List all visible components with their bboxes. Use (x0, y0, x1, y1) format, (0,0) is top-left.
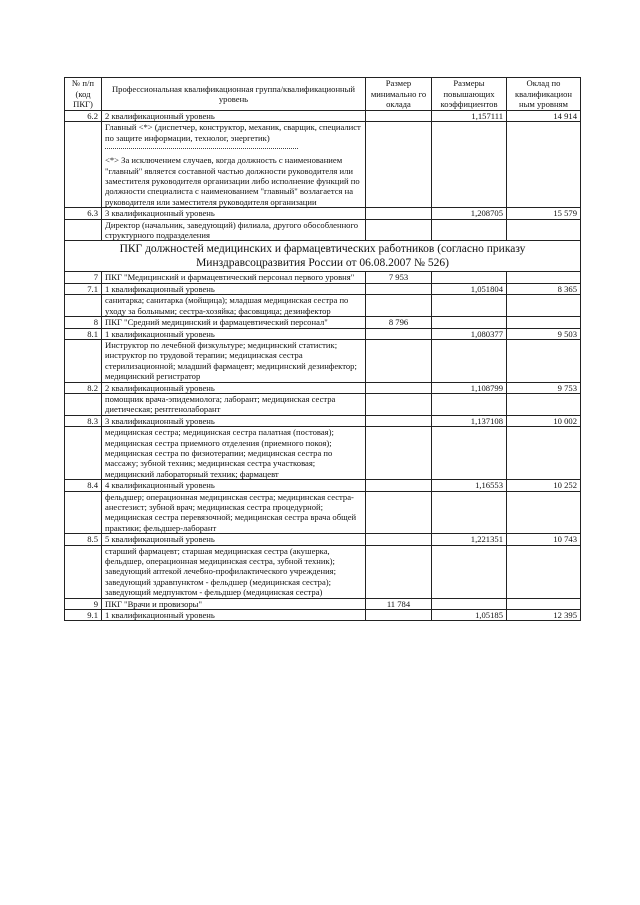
row-num: 8.4 (65, 480, 102, 491)
header-min-salary: Размер минимально го оклада (366, 78, 432, 111)
row-description: фельдшер; операционная медицинская сестра; медицинская сестра-анестезист; зубной врач; медицинская сестра процедурной; медицинская сестра перевязочной; медицинская сестра врача общей практики; фельдшер-лаборант (102, 491, 366, 534)
table-row (65, 111, 581, 122)
row-coefficient: 1,221351 (432, 534, 507, 545)
header-coefficients: Размеры повышающих коэффициентов (432, 78, 507, 111)
row-description: Директор (начальник, заведующий) филиала, другого обособленного структурного подразделения (102, 219, 366, 241)
row-salary: 15 579 (507, 208, 581, 219)
row-salary: 10 252 (507, 480, 581, 491)
footnote-separator (105, 148, 298, 149)
row-level: 2 квалификационный уровень (102, 382, 366, 393)
row-coefficient: 1,208705 (432, 208, 507, 219)
row-coefficient: 1,157111 (432, 111, 507, 122)
row-coefficient: 1,137108 (432, 415, 507, 426)
salary-table (64, 77, 581, 621)
row-level: 4 квалификационный уровень (102, 480, 366, 491)
row-level: 1 квалификационный уровень (102, 328, 366, 339)
table-row (65, 283, 581, 294)
row-min-salary: 11 784 (366, 598, 432, 609)
row-level: 3 квалификационный уровень (102, 208, 366, 219)
row-coefficient: 1,05185 (432, 610, 507, 621)
row-description: медицинская сестра; медицинская сестра палатная (постовая); медицинская сестра приемного отделения (приемного покоя); медицинская сестра по физиотерапии; медицинская сестра по массажу; зубной техник; медицинская сестра участковая; медицинский лабораторный техник; фармацевт (102, 427, 366, 480)
row-num: 6.3 (65, 208, 102, 219)
row-num: 9.1 (65, 610, 102, 621)
row-num: 8.5 (65, 534, 102, 545)
row-level: 5 квалификационный уровень (102, 534, 366, 545)
table-row (65, 598, 581, 609)
table-row (65, 427, 581, 480)
row-num: 8.2 (65, 382, 102, 393)
row-num: 9 (65, 598, 102, 609)
row-salary: 8 365 (507, 283, 581, 294)
row-num: 8.3 (65, 415, 102, 426)
row-salary: 12 395 (507, 610, 581, 621)
row-coefficient: 1,080377 (432, 328, 507, 339)
header-salary: Оклад по квалификацион ным уровням (507, 78, 581, 111)
table-row (65, 545, 581, 598)
row-level: 1 квалификационный уровень (102, 283, 366, 294)
row-salary: 9 503 (507, 328, 581, 339)
row-num: 6.2 (65, 111, 102, 122)
table-row (65, 610, 581, 621)
row-group: ПКГ "Врачи и провизоры" (102, 598, 366, 609)
table-row (65, 272, 581, 283)
section-title: ПКГ должностей медицинских и фармацевтических работников (согласно приказу Минздравсоцразвития России от 06.08.2007 № 526) (65, 241, 581, 272)
row-min-salary: 8 796 (366, 317, 432, 328)
row-num: 7 (65, 272, 102, 283)
row-level: 2 квалификационный уровень (102, 111, 366, 122)
row-num: 8 (65, 317, 102, 328)
row-level: 1 квалификационный уровень (102, 610, 366, 621)
table-row (65, 295, 581, 317)
table-row (65, 415, 581, 426)
table-row (65, 317, 581, 328)
row-description: Инструктор по лечебной физкультуре; медицинский статистик; инструктор по трудовой терапии; медицинская сестра стерилизационной; младший фармацевт; медицинский дезинфектор; медицинский регистратор (102, 339, 366, 382)
header-num: № п/п (код ПКГ) (65, 78, 102, 111)
row-num: 8.1 (65, 328, 102, 339)
table-row (65, 382, 581, 393)
table-row (65, 219, 581, 241)
table-row (65, 534, 581, 545)
row-coefficient: 1,16553 (432, 480, 507, 491)
row-description: помощник врача-эпидемиолога; лаборант; медицинская сестра диетическая; рентгенолаборант (102, 393, 366, 415)
row-salary: 14 914 (507, 111, 581, 122)
row-description: санитарка; санитарка (мойщица); младшая медицинская сестра по уходу за больными; сестра-хозяйка; фасовщица; дезинфектор (102, 295, 366, 317)
row-coefficient: 1,051804 (432, 283, 507, 294)
row-salary: 10 743 (507, 534, 581, 545)
header-group: Профессиональная квалификационная группа/квалификационный уровень (102, 78, 366, 111)
row-salary: 9 753 (507, 382, 581, 393)
row-description-text: Главный <*> (диспетчер, конструктор, механик, сварщик, специалист по защите информации, технолог, энергетик) (105, 122, 361, 143)
header-row (65, 78, 581, 111)
table-row (65, 208, 581, 219)
row-group: ПКГ "Средний медицинский и фармацевтический персонал" (102, 317, 366, 328)
table-row (65, 393, 581, 415)
row-level: 3 квалификационный уровень (102, 415, 366, 426)
row-footnote: <*> За исключением случаев, когда должность с наименованием "главный" является составной частью должности руководителя или заместителя руководителя организации либо исполнение функций по должности специалиста с наименованием "главный" возлагается на руководителя или заместителя руководителя организации (105, 155, 360, 207)
row-min-salary: 7 953 (366, 272, 432, 283)
row-num: 7.1 (65, 283, 102, 294)
table-row (65, 328, 581, 339)
table-row (65, 480, 581, 491)
table-row (65, 339, 581, 382)
row-coefficient: 1,108799 (432, 382, 507, 393)
table-row (65, 491, 581, 534)
row-group: ПКГ "Медицинский и фармацевтический персонал первого уровня" (102, 272, 366, 283)
row-salary: 10 002 (507, 415, 581, 426)
row-description (102, 122, 366, 208)
row-description: старший фармацевт; старшая медицинская сестра (акушерка, фельдшер, операционная медицинская сестра, зубной техник); заведующий аптекой лечебно-профилактического учреждения; заведующий здравпунктом - фельдшер (медицинская сестра); заведующий медпунктом - фельдшер (медицинская сестра) (102, 545, 366, 598)
table-row (65, 122, 581, 208)
section-row (65, 241, 581, 272)
